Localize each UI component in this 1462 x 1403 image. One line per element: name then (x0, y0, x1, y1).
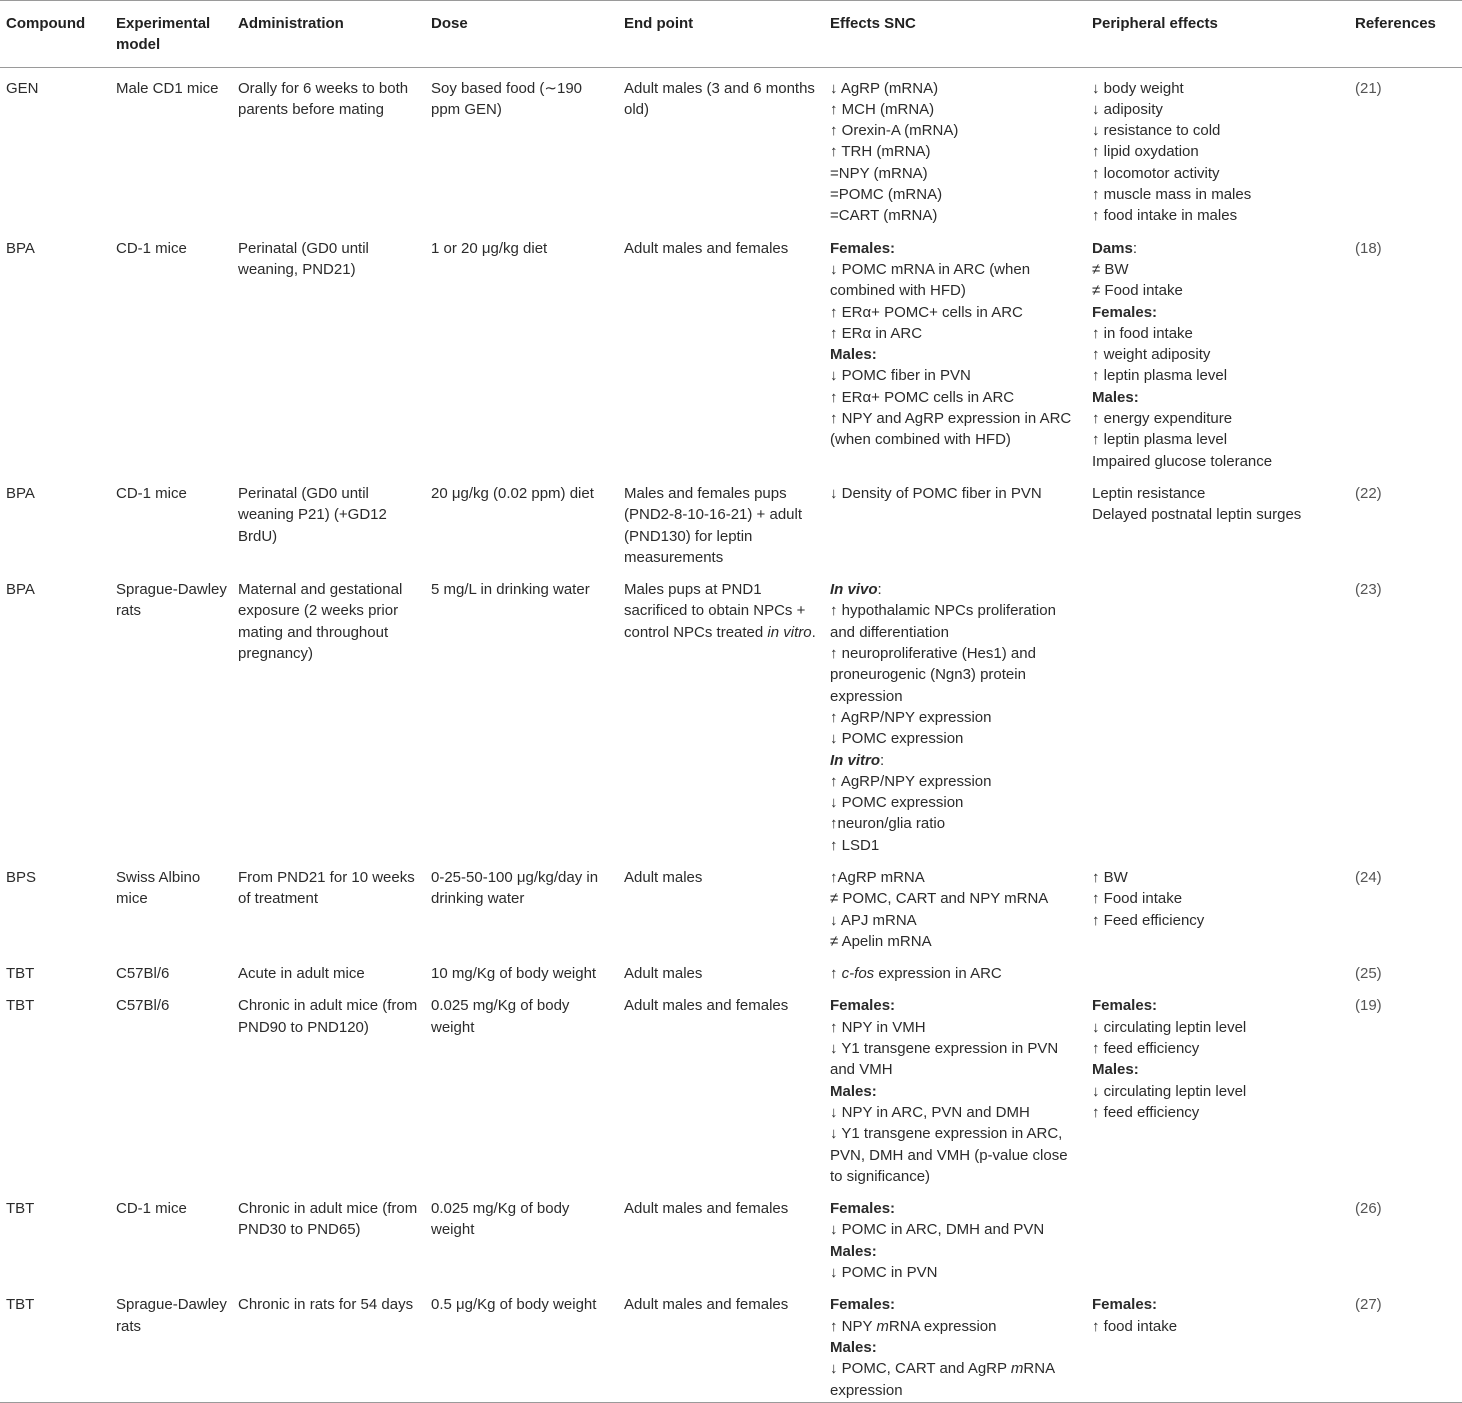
cell-effects-snc (824, 985, 1086, 1188)
effect-line (1092, 302, 1345, 323)
table-row (0, 857, 1462, 953)
cell-reference: (18) (1355, 239, 1382, 257)
cell-reference: (26) (1355, 1200, 1382, 1218)
effect-text-after: expression in ARC (874, 965, 1002, 983)
cell-administration: Maternal and gestational exposure (2 weeks prior mating and throughout pregnancy) (238, 581, 403, 663)
cell-end-point (618, 228, 824, 473)
effect-line (1092, 238, 1345, 259)
effect-text: ↓ POMC mRNA in ARC (when combined with HFD) (830, 260, 1031, 300)
effect-line (830, 963, 1082, 984)
effect-line (1092, 120, 1345, 141)
effect-line (830, 1123, 1082, 1187)
end-point-italic: in vitro (767, 623, 812, 641)
cell-effects-snc (824, 857, 1086, 953)
effect-text: ↑ LSD1 (830, 836, 880, 854)
cell-peripheral-effects (1086, 228, 1349, 473)
cell-administration: Orally for 6 weeks to both parents before mating (238, 79, 409, 118)
effect-line (1092, 910, 1345, 931)
effect-line (830, 1198, 1082, 1219)
effect-line (1092, 451, 1345, 472)
header-references: References (1355, 15, 1436, 32)
cell-compound: BPA (6, 239, 35, 257)
effect-text: ↓ POMC expression (830, 794, 964, 812)
effect-line (830, 99, 1082, 120)
cell-effects-snc (824, 1188, 1086, 1284)
header-dose: Dose (431, 15, 468, 32)
cell-experimental-model: CD-1 mice (116, 239, 187, 257)
effect-text: ↑ weight adiposity (1092, 346, 1211, 364)
header-peripheral-effects: Peripheral effects (1092, 15, 1218, 32)
effect-line (830, 995, 1082, 1016)
cell-end-point (618, 953, 824, 985)
table-row (0, 985, 1462, 1188)
effect-text: Delayed postnatal leptin surges (1092, 506, 1302, 524)
effect-line (1092, 429, 1345, 450)
effect-line (830, 344, 1082, 365)
effect-line (830, 771, 1082, 792)
effect-line (1092, 344, 1345, 365)
effect-text: ↑ lipid oxydation (1092, 143, 1199, 161)
effect-line (1092, 163, 1345, 184)
effect-line (1092, 184, 1345, 205)
cell-peripheral-effects (1086, 1188, 1349, 1284)
effect-text: ↑ feed efficiency (1092, 1040, 1200, 1058)
cell-end-point (618, 569, 824, 857)
cell-dose: 10 mg/Kg of body weight (431, 965, 597, 983)
effect-text: ↑ ERα+ POMC+ cells in ARC (830, 303, 1023, 321)
effect-line (1092, 1038, 1345, 1059)
cell-reference: (19) (1355, 997, 1382, 1015)
cell-end-point (618, 67, 824, 228)
effect-line (830, 888, 1082, 909)
effect-text: ↑ leptin plasma level (1092, 431, 1228, 449)
effect-line (1092, 387, 1345, 408)
effect-line (1092, 1102, 1345, 1123)
cell-administration: Perinatal (GD0 until weaning P21) (+GD12 BrdU) (238, 484, 387, 545)
end-point-text: Adult males and females (624, 1296, 789, 1314)
effect-text: ↑ NPY in VMH (830, 1018, 926, 1036)
cell-end-point (618, 857, 824, 953)
effect-text: ≠ Apelin mRNA (830, 932, 932, 950)
effect-line (1092, 1017, 1345, 1038)
effect-subheading: Females: (1092, 303, 1158, 321)
effect-subheading: Males: (830, 1338, 877, 1356)
effect-text: =NPY (mRNA) (830, 164, 928, 182)
cell-experimental-model: CD-1 mice (116, 484, 187, 502)
effect-line (830, 931, 1082, 952)
cell-reference: (23) (1355, 581, 1382, 599)
cell-dose: 1 or 20 μg/kg diet (431, 239, 548, 257)
effect-text: ↑ NPY and AgRP expression in ARC (when combined with HFD) (830, 410, 1072, 449)
cell-administration: Acute in adult mice (238, 965, 365, 983)
effect-subheading: In vitro (830, 751, 881, 769)
effect-text: ↓ POMC in ARC, DMH and PVN (830, 1221, 1045, 1239)
effect-subheading: Females: (830, 1200, 896, 1218)
effect-line (1092, 78, 1345, 99)
effect-line (1092, 365, 1345, 386)
cell-experimental-model: C57Bl/6 (116, 997, 170, 1015)
cell-effects-snc (824, 953, 1086, 985)
effect-text: ↑ muscle mass in males (1092, 186, 1252, 204)
effect-line (830, 1038, 1082, 1081)
effect-text: ↑ MCH (mRNA) (830, 100, 935, 118)
cell-experimental-model: CD-1 mice (116, 1200, 187, 1218)
effect-text: ↓ resistance to cold (1092, 122, 1221, 140)
effect-line (830, 302, 1082, 323)
cell-compound: BPA (6, 484, 35, 502)
table-row (0, 1284, 1462, 1402)
effect-line (830, 579, 1082, 600)
effect-subheading: Females: (830, 1296, 896, 1314)
table-row (0, 67, 1462, 228)
effect-line (1092, 259, 1345, 280)
effect-text: ↑ Orexin-A (mRNA) (830, 122, 959, 140)
effect-line (830, 707, 1082, 728)
end-point-text: Males pups at PND1 sacrificed to obtain NPCs + control NPCs treated (624, 581, 806, 641)
effect-text: ↑ neuroproliferative (Hes1) and proneurogenic (Ngn3) protein expression (830, 645, 1036, 705)
end-point-text: Adult males (3 and 6 months old) (624, 79, 815, 118)
effect-text: ↑ ERα in ARC (830, 324, 923, 342)
cell-dose: 0.025 mg/Kg of body weight (431, 1200, 570, 1239)
cell-peripheral-effects (1086, 985, 1349, 1188)
effect-italic: m (876, 1317, 889, 1335)
effect-text: ↑ Food intake (1092, 890, 1183, 908)
effect-text: ↓ body weight (1092, 79, 1184, 97)
table-row (0, 953, 1462, 985)
end-point-text: Adult males and females (624, 1200, 789, 1218)
effect-line (830, 1316, 1082, 1337)
header-experimental-model: Experimental model (116, 15, 211, 54)
effect-line (1092, 483, 1345, 504)
effect-text: =CART (mRNA) (830, 207, 938, 225)
effect-text: ↓ Density of POMC fiber in PVN (830, 484, 1042, 502)
effect-line (830, 750, 1082, 771)
header-end-point: End point (624, 15, 694, 32)
effect-line (1092, 205, 1345, 226)
cell-experimental-model: Sprague-Dawley rats (116, 581, 227, 620)
effect-text: ≠ BW (1092, 260, 1129, 278)
cell-administration: From PND21 for 10 weeks of treatment (238, 868, 415, 908)
effect-line (1092, 1294, 1345, 1315)
table-row (0, 569, 1462, 857)
effect-subheading: Females: (830, 239, 896, 257)
effect-line (1092, 1081, 1345, 1102)
cell-effects-snc (824, 473, 1086, 569)
effect-text: ↑ AgRP/NPY expression (830, 772, 992, 790)
table-row (0, 228, 1462, 473)
effect-line (1092, 995, 1345, 1016)
effect-text: ↑ hypothalamic NPCs proliferation and differentiation (830, 602, 1056, 641)
cell-compound: TBT (6, 1296, 35, 1314)
end-point-text: Adult males and females (624, 239, 789, 257)
effect-text: ↓ NPY in ARC, PVN and DMH (830, 1103, 1030, 1121)
effect-text: ↓ Y1 transgene expression in ARC, PVN, DMH and VMH (p-value close to significance) (830, 1125, 1068, 1185)
cell-experimental-model: Swiss Albino mice (116, 868, 201, 908)
cell-experimental-model: Sprague-Dawley rats (116, 1296, 227, 1335)
cell-effects-snc (824, 1284, 1086, 1402)
cell-experimental-model: C57Bl/6 (116, 965, 170, 983)
header-administration: Administration (238, 15, 344, 32)
effect-line (1092, 408, 1345, 429)
effect-line (1092, 323, 1345, 344)
cell-compound: TBT (6, 997, 35, 1015)
effect-text: ↑ TRH (mRNA) (830, 143, 931, 161)
effect-suffix: : (1132, 239, 1138, 257)
effect-line (830, 365, 1082, 386)
effect-line (830, 238, 1082, 259)
cell-reference: (27) (1355, 1296, 1382, 1314)
effect-text: ≠ Food intake (1092, 282, 1183, 300)
cell-compound: TBT (6, 1200, 35, 1218)
cell-end-point (618, 473, 824, 569)
effect-text: ↓ POMC in PVN (830, 1264, 938, 1282)
cell-peripheral-effects (1086, 67, 1349, 228)
effect-subheading: Dams (1092, 239, 1133, 257)
effect-line (1092, 141, 1345, 162)
effect-line (830, 78, 1082, 99)
effect-line (830, 323, 1082, 344)
cell-peripheral-effects (1086, 473, 1349, 569)
cell-administration: Chronic in adult mice (from PND30 to PND65) (238, 1200, 418, 1239)
effect-subheading: Females: (830, 997, 896, 1015)
cell-peripheral-effects (1086, 857, 1349, 953)
cell-administration: Chronic in adult mice (from PND90 to PND120) (238, 997, 418, 1036)
effect-text: ↑ energy expenditure (1092, 410, 1233, 428)
effect-subheading: Males: (830, 1082, 877, 1100)
cell-experimental-model: Male CD1 mice (116, 79, 219, 97)
end-point-text: Adult males (624, 965, 703, 983)
effect-text: ↑ (830, 965, 842, 983)
cell-compound: GEN (6, 79, 39, 97)
effect-text: ↓ APJ mRNA (830, 911, 917, 929)
effect-line (1092, 867, 1345, 888)
effect-text: ↑ BW (1092, 868, 1128, 886)
cell-reference: (25) (1355, 965, 1382, 983)
effect-line (830, 1262, 1082, 1283)
end-point-suffix: . (811, 623, 816, 641)
effect-text: ↑ AgRP/NPY expression (830, 708, 992, 726)
effect-text: =POMC (mRNA) (830, 186, 943, 204)
cell-administration: Perinatal (GD0 until weaning, PND21) (238, 239, 369, 278)
effect-line (830, 867, 1082, 888)
effect-line (830, 835, 1082, 856)
effect-text: Impaired glucose tolerance (1092, 452, 1273, 470)
cell-dose: 0.025 mg/Kg of body weight (431, 997, 570, 1036)
effect-line (830, 259, 1082, 302)
header-compound: Compound (6, 15, 86, 32)
effect-text: ↓ POMC fiber in PVN (830, 367, 971, 385)
cell-end-point (618, 1188, 824, 1284)
effect-line (830, 483, 1082, 504)
effect-line (830, 1017, 1082, 1038)
effect-text: ↑AgRP mRNA (830, 868, 925, 886)
cell-dose: 20 μg/kg (0.02 ppm) diet (431, 484, 594, 502)
effect-line (830, 205, 1082, 226)
end-point-text: Adult males (624, 868, 703, 886)
cell-end-point (618, 1284, 824, 1402)
effect-line (830, 1358, 1082, 1401)
effect-subheading: Males: (830, 1242, 877, 1260)
effect-line (830, 1102, 1082, 1123)
effect-subheading: Males: (830, 346, 877, 364)
cell-administration: Chronic in rats for 54 days (238, 1296, 414, 1314)
effect-line (830, 120, 1082, 141)
effect-text-after: RNA expression (888, 1317, 997, 1335)
effect-subheading: Males: (1092, 1061, 1139, 1079)
effect-text: ↓ AgRP (mRNA) (830, 79, 939, 97)
effect-suffix: : (877, 581, 882, 599)
effect-text: ↓ POMC expression (830, 730, 964, 748)
cell-end-point (618, 985, 824, 1188)
effect-text: ↓ POMC, CART and AgRP (830, 1360, 1011, 1378)
effect-subheading: Females: (1092, 1296, 1158, 1314)
effect-text: ↑neuron/glia ratio (830, 815, 946, 833)
cell-effects-snc (824, 67, 1086, 228)
cell-compound: TBT (6, 965, 35, 983)
cell-effects-snc (824, 228, 1086, 473)
effect-text: Leptin resistance (1092, 484, 1206, 502)
end-point-text: Males and females pups (PND2-8-10-16-21) + adult (PND130) for leptin measurements (624, 484, 803, 566)
effect-suffix: : (880, 751, 885, 769)
effect-line (830, 1294, 1082, 1315)
effect-line (830, 792, 1082, 813)
effect-text: ↑ NPY (830, 1317, 877, 1335)
effect-subheading: Males: (1092, 388, 1139, 406)
effect-text: ↑ Feed efficiency (1092, 911, 1205, 929)
effect-line (830, 1241, 1082, 1262)
cell-dose: Soy based food (∼190 ppm GEN) (431, 79, 583, 118)
effect-text: ↓ circulating leptin level (1092, 1018, 1247, 1036)
header-effects-snc: Effects SNC (830, 15, 916, 32)
cell-peripheral-effects (1086, 1284, 1349, 1402)
cell-peripheral-effects (1086, 569, 1349, 857)
effect-line (830, 387, 1082, 408)
cell-effects-snc (824, 569, 1086, 857)
cell-peripheral-effects (1086, 953, 1349, 985)
effect-text-after: RNA expression (830, 1360, 1055, 1399)
cell-reference: (24) (1355, 868, 1382, 886)
effect-italic: c-fos (841, 965, 875, 983)
effect-text: ↑ in food intake (1092, 324, 1193, 342)
effect-text: ↑ food intake in males (1092, 207, 1238, 225)
effect-subheading: In vivo (830, 581, 878, 599)
effect-text: ↓ Y1 transgene expression in PVN and VMH (830, 1040, 1059, 1079)
effect-line (830, 408, 1082, 451)
effect-line (1092, 1059, 1345, 1080)
effect-subheading: Females: (1092, 997, 1158, 1015)
effect-line (1092, 280, 1345, 301)
cell-dose: 0-25-50-100 μg/kg/day in drinking water (431, 868, 599, 908)
effect-text: ↑ feed efficiency (1092, 1103, 1200, 1121)
effect-line (830, 184, 1082, 205)
effect-text: ↓ circulating leptin level (1092, 1082, 1247, 1100)
effect-line (830, 910, 1082, 931)
effect-line (1092, 1316, 1345, 1337)
effect-text: ↑ leptin plasma level (1092, 367, 1228, 385)
effect-text: ↓ adiposity (1092, 100, 1163, 118)
effect-line (830, 728, 1082, 749)
table-row (0, 1188, 1462, 1284)
effect-text: ≠ POMC, CART and NPY mRNA (830, 890, 1049, 908)
effect-italic: m (1010, 1360, 1024, 1378)
cell-dose: 0.5 μg/Kg of body weight (431, 1296, 597, 1314)
effect-text: ↑ locomotor activity (1092, 164, 1220, 182)
header-row (0, 1, 1462, 68)
effect-line (1092, 99, 1345, 120)
effect-line (830, 813, 1082, 834)
effect-line (1092, 504, 1345, 525)
effect-line (830, 141, 1082, 162)
effect-line (1092, 888, 1345, 909)
effect-line (830, 163, 1082, 184)
cell-compound: BPS (6, 868, 37, 886)
effect-line (830, 1081, 1082, 1102)
effect-line (830, 1219, 1082, 1240)
cell-compound: BPA (6, 581, 35, 599)
end-point-text: Adult males and females (624, 997, 789, 1015)
effect-text: ↑ food intake (1092, 1317, 1178, 1335)
effect-text: ↑ ERα+ POMC cells in ARC (830, 388, 1015, 406)
effect-line (830, 600, 1082, 643)
cell-reference: (22) (1355, 484, 1382, 502)
effect-line (830, 643, 1082, 707)
cell-reference: (21) (1355, 79, 1382, 97)
cell-dose: 5 mg/L in drinking water (431, 581, 590, 599)
table-row (0, 473, 1462, 569)
effect-line (830, 1337, 1082, 1358)
